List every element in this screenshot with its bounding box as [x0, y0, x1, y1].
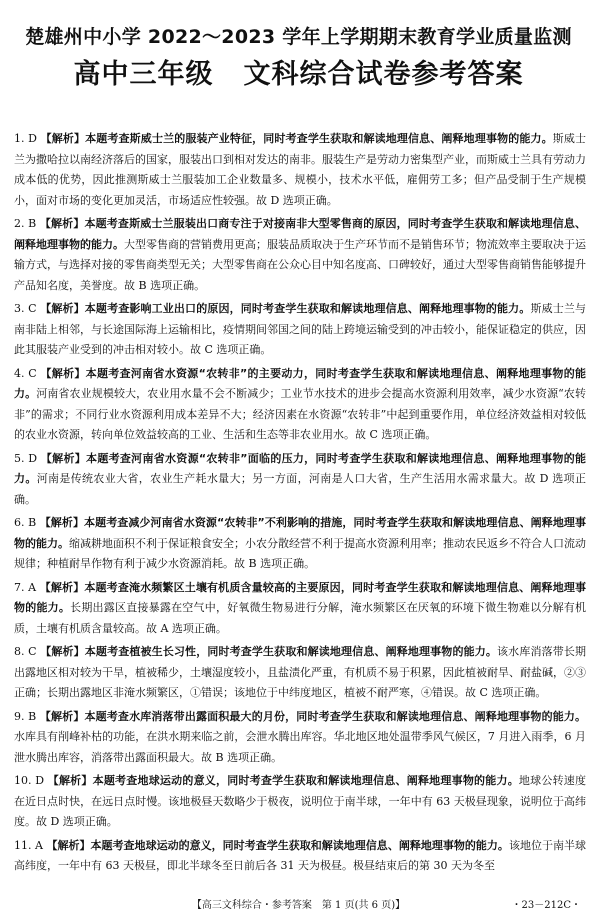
analysis-tag: 【解析】: [39, 217, 85, 230]
analysis-summary: 本题考查斯威士兰的服装产业特征，同时考查学生获取和解读地理信息、阐释地理事物的能力。: [85, 132, 553, 145]
analysis-summary: 本题考查减少河南省水资源“农转非”不利影响的措施，同时考查学生获取和解读地理信息、阐释地理事物的能力。: [14, 516, 586, 550]
analysis-tag: 【解析】: [40, 132, 86, 145]
analysis-body: 斯威士兰为撒哈拉以南经济落后的国家，服装出口到相对发达的南非。服装生产是劳动力密集型产业，而斯威士兰具有劳动力成本低的优势，因此推测斯威士兰服装加工企业数量多、规模小，技术水平低，雇佣劳工多；但产品受制于生产规模小，面对市场的变化更加灵活，市场适应性较强。故 D 选项正确。: [14, 132, 587, 207]
analysis-body: 该地位于南半球高纬度，一年中有 63 天极昼，即北半球冬至日前后各 31 天为极昼。极昼结束后的第 30 天为冬至: [14, 838, 587, 872]
answer-number: 4. C: [14, 366, 37, 380]
answer-number: 2. B: [14, 217, 37, 230]
analysis-tag: 【解析】: [47, 774, 93, 787]
analysis-body: 缩减耕地面积不利于保证粮食安全；小农分散经营不利于提高水资源利用率；推动农民返乡不符合人口流动规律；种植耐旱作物有利于减少水资源消耗。故 B 选项正确。: [14, 536, 586, 570]
answer-item: [14, 707, 586, 769]
answer-number: 5. D: [14, 451, 38, 465]
grade-label: 高中三年级: [73, 59, 214, 90]
answer-item: [14, 836, 586, 877]
analysis-summary: 本题考查植被生长习性，同时考查学生获取和解读地理信息、阐释地理事物的能力。: [84, 645, 498, 658]
analysis-tag: 【解析】: [40, 366, 86, 380]
answer-item: [14, 449, 586, 511]
footer-code: ・23－212C・: [511, 900, 581, 911]
answer-number: 9. B: [14, 709, 37, 723]
title-line-1: 楚雄州中小学 2022～2023 学年上学期期末教育学业质量监测: [25, 26, 572, 48]
analysis-tag: 【解析】: [46, 838, 91, 852]
answer-item: [14, 364, 586, 446]
answer-number: 10. D: [14, 774, 45, 787]
analysis-summary: 本题考查河南省水资源“农转非”面临的压力，同时考查学生获取和解读地理信息、阐释地理事物的能力。: [14, 451, 586, 485]
analysis-summary: 本题考查斯威士兰服装出口商专注于对接南非大型零售商的原因，同时考查学生获取和解读地理信息、阐释地理事物的能力。: [14, 217, 587, 251]
analysis-body: 水库具有削峰补枯的功能，在洪水期来临之前，会泄水腾出库容。华北地区地处温带季风气候区，7 月进入雨季，6 月泄水腾出库容，消落带出露面积最大。故 B 选项正确。: [14, 730, 586, 764]
answer-list: [14, 129, 586, 877]
analysis-summary: 本题考查地球运动的意义，同时考查学生获取和解读地理信息、阐释地理事物的能力。: [90, 838, 509, 852]
analysis-body: 斯威士兰与南非陆上相邻，与长途国际海上运输相比，疫情期间邻国之间的陆上跨境运输受到的冲击较小，能保证稳定的供应，因此其服装产业受到的冲击相对较小。故 C 选项正确。: [14, 302, 587, 356]
answer-item: [14, 513, 586, 575]
analysis-summary: 本题考查河南省水资源“农转非”的主要动力，同时考查学生获取和解读地理信息、阐释地理事物的能力。: [14, 366, 586, 400]
analysis-tag: 【解析】: [39, 709, 85, 723]
analysis-tag: 【解析】: [39, 580, 85, 594]
answer-item: [14, 771, 586, 833]
analysis-body: 该水库消落带长期出露地区相对较为干旱，植被稀少，土壤湿度较小，且盐渍化严重，有机质不易于积累，因此植被耐旱、耐盐碱，②③正确；长期出露地区非淹水频繁区，①错误；该地位于中纬度地区，植被不耐严寒，④错误。故 C 选项正确。: [14, 645, 587, 699]
analysis-tag: 【解析】: [40, 451, 87, 465]
analysis-body: 大型零售商的营销费用更高；服装品质取决于生产环节而不是销售环节；物流效率主要取决于运输方式，与选择对接的零售商类型无关；大型零售商在公众心目中知名度高、口碑较好，通过大型零售商销售能够提升产品知名度，美誉度。故 B 选项正确。: [14, 237, 586, 292]
analysis-tag: 【解析】: [40, 645, 85, 658]
answer-number: 8. C: [14, 645, 37, 658]
answer-item: [14, 299, 586, 361]
answer-item: [14, 642, 586, 704]
analysis-body: 长期出露区直接暴露在空气中，好氧微生物易进行分解，淹水频繁区在厌氧的环境下微生物难以分解有机质，土壤有机质含量较高。故 A 选项正确。: [14, 601, 587, 635]
analysis-summary: 本题考查影响工业出口的原因，同时考查学生获取和解读地理信息、阐释地理事物的能力。: [84, 302, 531, 315]
answer-number: 1. D: [14, 132, 37, 145]
analysis-tag: 【解析】: [39, 516, 85, 529]
answer-item: [14, 129, 586, 211]
analysis-summary: 本题考查水库消落带出露面积最大的月份，同时考查学生获取和解读地理信息、阐释地理事物的能力。: [84, 709, 587, 723]
answer-number: 3. C: [14, 302, 37, 315]
answer-number: 11. A: [14, 838, 43, 852]
answer-item: [14, 214, 586, 296]
analysis-body: 河南是传统农业大省，农业生产耗水量大；另一方面，河南是人口大省，生产生活用水需求量大。故 D 选项正确。: [14, 472, 586, 506]
answer-item: [14, 578, 586, 640]
answer-number: 7. A: [14, 580, 37, 594]
answer-number: 6. B: [14, 516, 37, 529]
exam-name: 文科综合试卷参考答案: [243, 59, 524, 90]
analysis-summary: 本题考查地球运动的意义，同时考查学生获取和解读地理信息、阐释地理事物的能力。: [92, 774, 519, 787]
title-line-2: [0, 52, 597, 91]
analysis-tag: 【解析】: [40, 302, 85, 315]
analysis-body: 河南省农业规模较大，农业用水量不会不断减少；工业节水技术的进步会提高水资源利用效率，减少水资源“农转非”的需求；不同行业水资源利用成本差异不大；经济因素在水资源“农转非”中起到重要作用，单位经济效益相对较低的农业水资源，转向单位效益较高的工业、生活和生态等非农业用水。故 C 选项正确。: [14, 387, 587, 441]
analysis-body: 地球公转速度在近日点时快，在远日点时慢。该地极昼天数略少于极夜，说明位于南半球，一年中有 63 天极昼现象，说明位于高纬度。故 D 选项正确。: [14, 774, 587, 828]
analysis-summary: 本题考查淹水频繁区土壤有机质含量较高的主要原因，同时考查学生获取和解读地理信息、阐释地理事物的能力。: [14, 580, 587, 614]
footer-page-info: 【高三文科综合・参考答案 第 1 页(共 6 页)】: [191, 900, 406, 911]
